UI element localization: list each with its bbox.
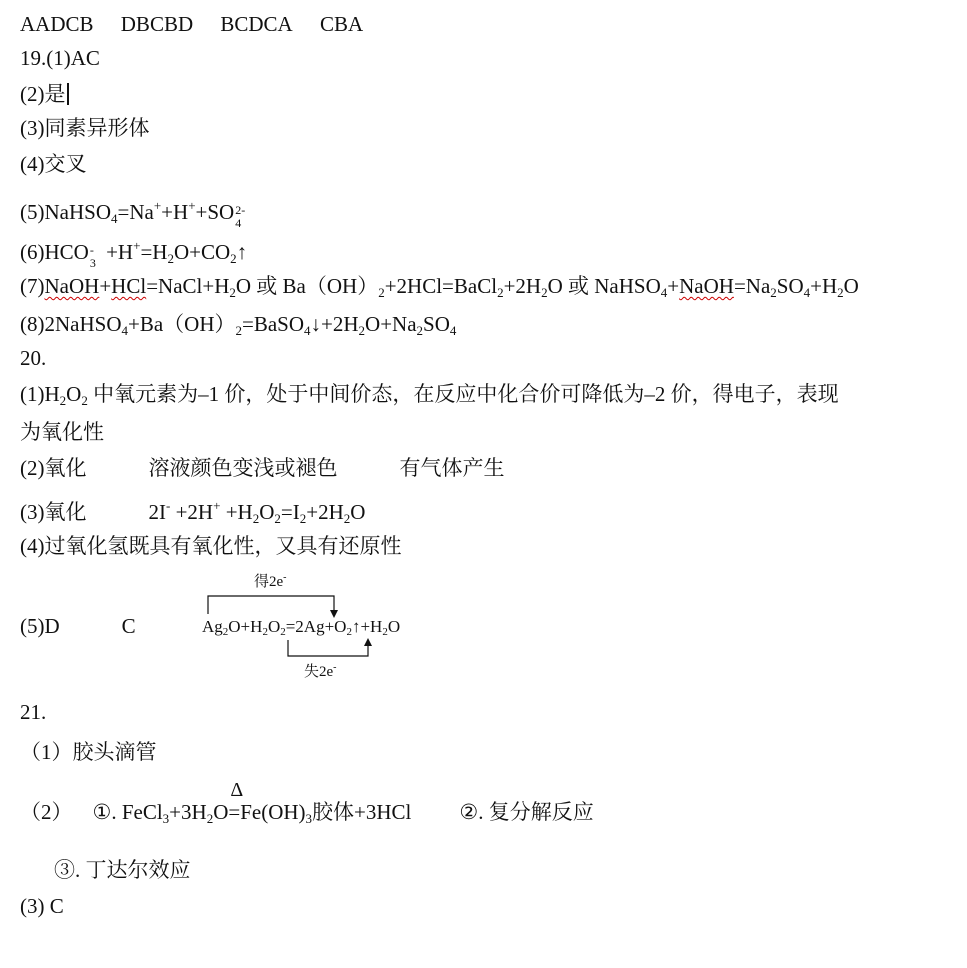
heat-condition: Δ = — [228, 779, 244, 824]
q19-part4: (4)交叉 — [20, 152, 87, 176]
q19-part8: $(8)2NaHSO_4+Ba(OH)_2=BaSO_4↓+2H_2O+Na_2SO_4$ — [20, 312, 457, 338]
q20-title: 20. — [20, 346, 47, 370]
gain-electron-label: 得2e- — [254, 572, 287, 590]
q19-part3: (3)同素异形体 — [20, 116, 150, 140]
q21-part3: (3) C — [20, 894, 64, 918]
q21-part2-item3: ③. 丁达尔效应 — [54, 858, 191, 882]
q20-part1-line1: $(1)H_2O_2$ 中氧元素为–1 价，处于中间价态，在反应中化合价可降低为–2 价，得电子，表现 — [20, 382, 839, 408]
redox-equation: Ag2O+H2O2=2Ag+O2↑+H2O — [202, 617, 401, 638]
q19-part5: (5)NaHSO$_4$=Na++H++SO 2- 4 — [20, 198, 246, 230]
q21-title: 21. — [20, 700, 47, 724]
q19-part1: 19.(1)AC — [20, 46, 100, 70]
q20-part1-line2: 为氧化性 — [20, 420, 104, 444]
choice-answers — [20, 10, 363, 38]
q20-part4: (4)过氧化氢既具有氧化性，又具有还原性 — [20, 534, 402, 558]
gain-bracket — [208, 596, 334, 614]
redox-electron-transfer-diagram — [196, 566, 456, 680]
choice-group-3: BCDCA — [220, 12, 293, 36]
text-cursor — [67, 83, 69, 105]
q20-part5: (5)D C — [20, 614, 136, 638]
q19-part7: $(7)NaOH+HCl=NaCl+H_2O$ 或 $Ba(OH)_2+2HCl=BaCl_2+2H_2O$ 或 $NaHSO_4+NaOH=Na_2SO_4+H_2O$ — [20, 274, 859, 300]
lose-electron-label: 失2e- — [304, 662, 337, 680]
choice-group-1: AADCB — [20, 12, 94, 36]
lose-bracket — [288, 640, 368, 656]
choice-group-4: CBA — [319, 12, 364, 36]
choice-group-2: DBCBD — [120, 12, 194, 36]
q20-part2: (2)氧化 溶液颜色变浅或褪色 有气体产生 — [20, 456, 505, 480]
lose-arrowhead — [364, 638, 372, 646]
q21-part1: （1）胶头滴管 — [20, 740, 157, 764]
q19-part2[interactable] — [20, 80, 69, 108]
q21-part2: （2） ①. $FeCl_3+3H_2O$ Δ $=Fe(OH)_3$胶体+3HCl ②. 复分解反应 — [20, 779, 594, 826]
q20-part3: (3)氧化 $2I^- +2H^+ +H_2O_2=I_2+2H_2O$ — [20, 498, 366, 526]
q19-part6: (6)HCO - 3 $+H^+=H_2O+CO_2↑$ — [20, 238, 248, 270]
q19-part2-text: (2)是 — [20, 82, 66, 106]
